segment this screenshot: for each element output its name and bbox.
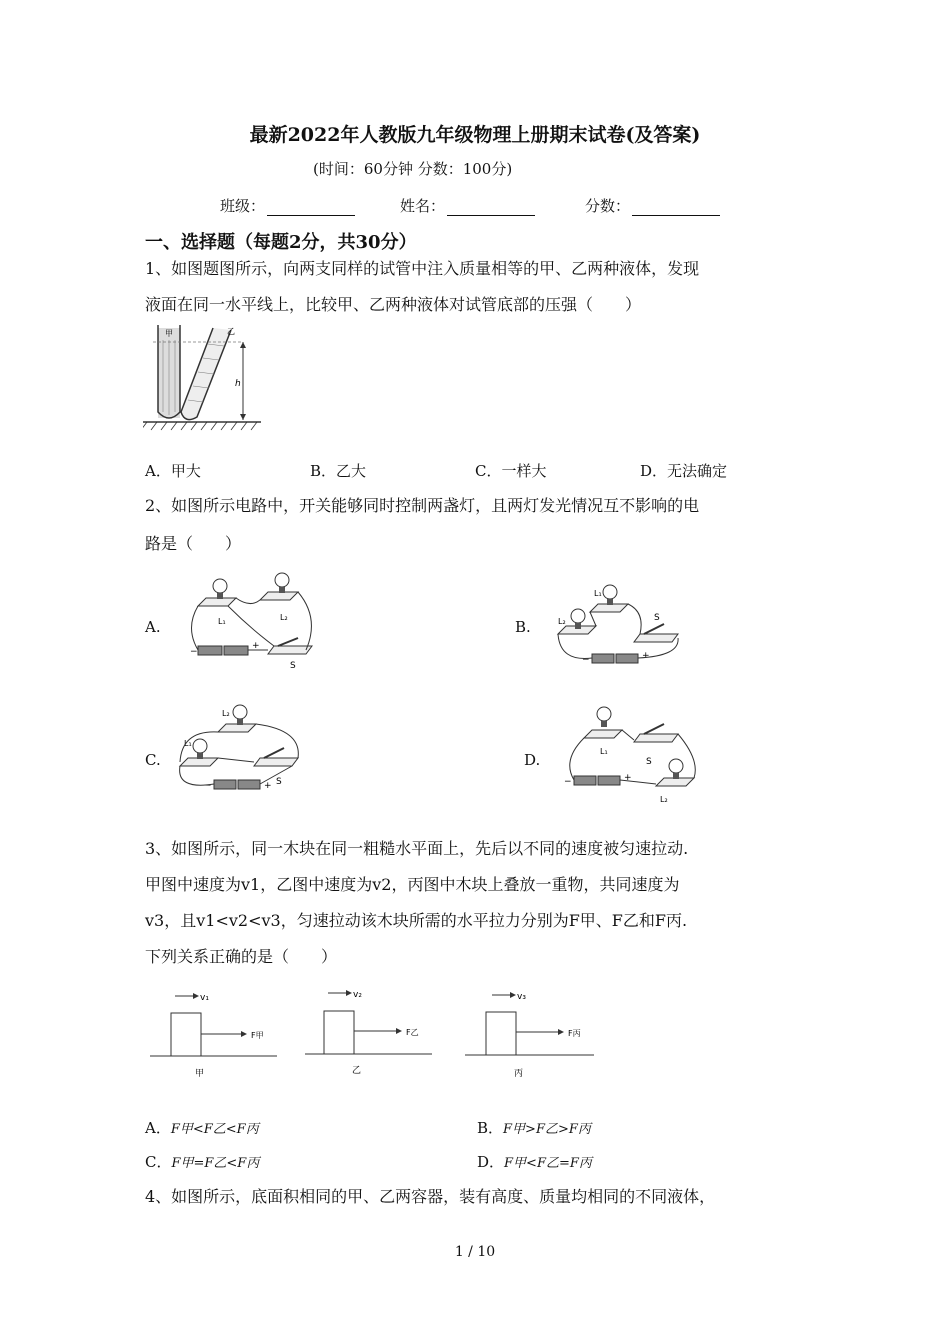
lamp-l1-a [198,579,236,606]
label-minus-d: − [564,777,572,787]
q3-figure-yi [300,985,440,1085]
q1-option-d[interactable]: D．无法确定 [640,462,728,480]
q3-line3: v3，且v1<v2<v3，匀速拉动该木块所需的水平拉力分别为F甲、F乙和F丙. [145,911,688,930]
q3-option-c-letter: C． [145,1153,172,1171]
velocity-label: v₃ [517,992,526,1002]
wooden-block [486,1012,516,1055]
h-arrow-bottom [240,414,246,420]
q2-option-a-letter[interactable]: A. [145,618,161,636]
label-minus-a: − [190,647,198,657]
exam-subtitle: (时间：60分钟 分数：100分) [313,160,513,178]
label-plus-a: + [252,641,260,651]
label-l2-d: L₂ [660,795,668,804]
figure-name: 丙 [514,1069,524,1079]
q2-option-b-letter[interactable]: B. [515,618,531,636]
class-label: 班级： [220,197,266,215]
label-yi: 乙 [227,327,235,336]
force-arrowhead [396,1028,402,1034]
velocity-arrowhead [346,990,352,996]
q3-figure-jia [145,985,285,1085]
label-minus-b: − [582,655,590,665]
lamp-l2-d [656,759,694,786]
label-h: h [235,379,241,389]
score-field [585,195,720,216]
label-plus-c: + [264,781,272,791]
label-s-a: S [290,661,296,671]
page-title: 最新2022年人教版九年级物理上册期末试卷(及答案) [249,124,701,146]
circuit-d[interactable] [560,700,705,808]
q3-option-a-letter: A． [145,1119,171,1137]
q3-option-b-letter: B． [477,1119,504,1137]
battery-c [214,780,260,789]
force-arrowhead [558,1029,564,1035]
name-field [400,195,535,216]
q4-line1: 4、如图所示，底面积相同的甲、乙两容器，装有高度、质量均相同的不同液体， [145,1187,716,1206]
label-minus-c: − [204,781,212,791]
q2-line1: 2、如图所示电路中，开关能够同时控制两盏灯，且两灯发光情况互不影响的电 [145,496,700,515]
velocity-label: v₂ [353,990,362,1000]
label-plus-b: + [642,651,650,661]
switch-d [634,724,678,742]
score-label: 分数： [585,197,631,215]
label-plus-d: + [624,773,632,783]
q2-option-d-letter[interactable]: D. [524,751,541,769]
force-label: F丙 [568,1029,581,1038]
battery-a [198,646,248,655]
label-l1-a: L₁ [218,617,226,626]
lamp-l2-a [260,573,298,600]
circuit-a[interactable] [180,568,330,678]
q2-option-c-letter[interactable]: C. [145,751,161,769]
velocity-arrowhead [193,993,199,999]
switch-c [254,748,298,766]
figure-name: 甲 [195,1069,205,1079]
q3-option-c-text: F甲=F乙<F丙 [171,1156,260,1171]
q1-line2: 液面在同一水平线上，比较甲、乙两种液体对试管底部的压强（ ） [145,295,642,314]
wooden-block [324,1011,354,1054]
q3-option-b[interactable] [477,1117,591,1138]
q3-figure-bing [462,985,602,1085]
label-l1-d: L₁ [600,747,608,756]
label-l2-a: L₂ [280,613,288,622]
name-blank [447,201,535,216]
page-number: 1 / 10 [454,1244,496,1260]
velocity-label: v₁ [200,993,209,1003]
label-l1-b: L₁ [594,589,602,598]
q1-option-c[interactable]: C．一样大 [475,462,547,480]
q3-line2: 甲图中速度为v1，乙图中速度为v2，丙图中木块上叠放一重物，共同速度为 [145,875,680,894]
label-s-d: S [646,757,652,767]
label-l2-c: L₂ [222,709,230,718]
label-s-c: S [276,777,282,787]
battery-b [592,654,638,663]
velocity-arrowhead [510,992,516,998]
label-jia: 甲 [165,329,173,338]
switch-a [268,638,312,654]
label-l1-c: L₁ [184,739,192,748]
label-l2-b: L₂ [558,617,566,626]
label-s-b: S [654,613,660,623]
circuit-b[interactable] [550,582,690,672]
lamp-l1-d [584,707,622,738]
figure-name: 乙 [352,1066,362,1076]
q1-test-tube-figure [143,320,263,435]
section-heading: 一、选择题（每题2分，共30分） [145,232,417,253]
force-label: F甲 [251,1031,264,1040]
q3-option-a-text: F甲<F乙<F丙 [170,1122,259,1137]
q1-option-a[interactable]: A．甲大 [145,462,201,480]
score-blank [632,201,720,216]
q3-line1: 3、如图所示，同一木块在同一粗糙水平面上，先后以不同的速度被匀速拉动. [145,839,689,858]
battery-d [574,776,620,785]
q2-line2: 路是（ ） [145,534,242,553]
q3-option-a[interactable] [145,1117,259,1138]
class-field [220,195,355,216]
wooden-block [171,1013,201,1056]
q1-line1: 1、如图题图所示，向两支同样的试管中注入质量相等的甲、乙两种液体，发现 [145,259,700,278]
ground-hatch [143,422,257,430]
name-label: 姓名： [400,197,446,215]
q1-option-b[interactable]: B．乙大 [310,462,367,480]
q3-option-d-letter: D． [477,1153,505,1171]
force-arrowhead [241,1031,247,1037]
class-blank [267,201,355,216]
q3-option-d-text: F甲<F乙=F丙 [504,1156,592,1171]
q3-option-d[interactable] [477,1151,592,1172]
q3-option-c[interactable] [145,1151,259,1172]
h-arrow-top [240,342,246,348]
q3-option-b-text: F甲>F乙>F丙 [503,1122,591,1137]
q3-line4: 下列关系正确的是（ ） [145,947,338,966]
circuit-c[interactable] [172,700,312,800]
force-label: F乙 [406,1028,419,1037]
